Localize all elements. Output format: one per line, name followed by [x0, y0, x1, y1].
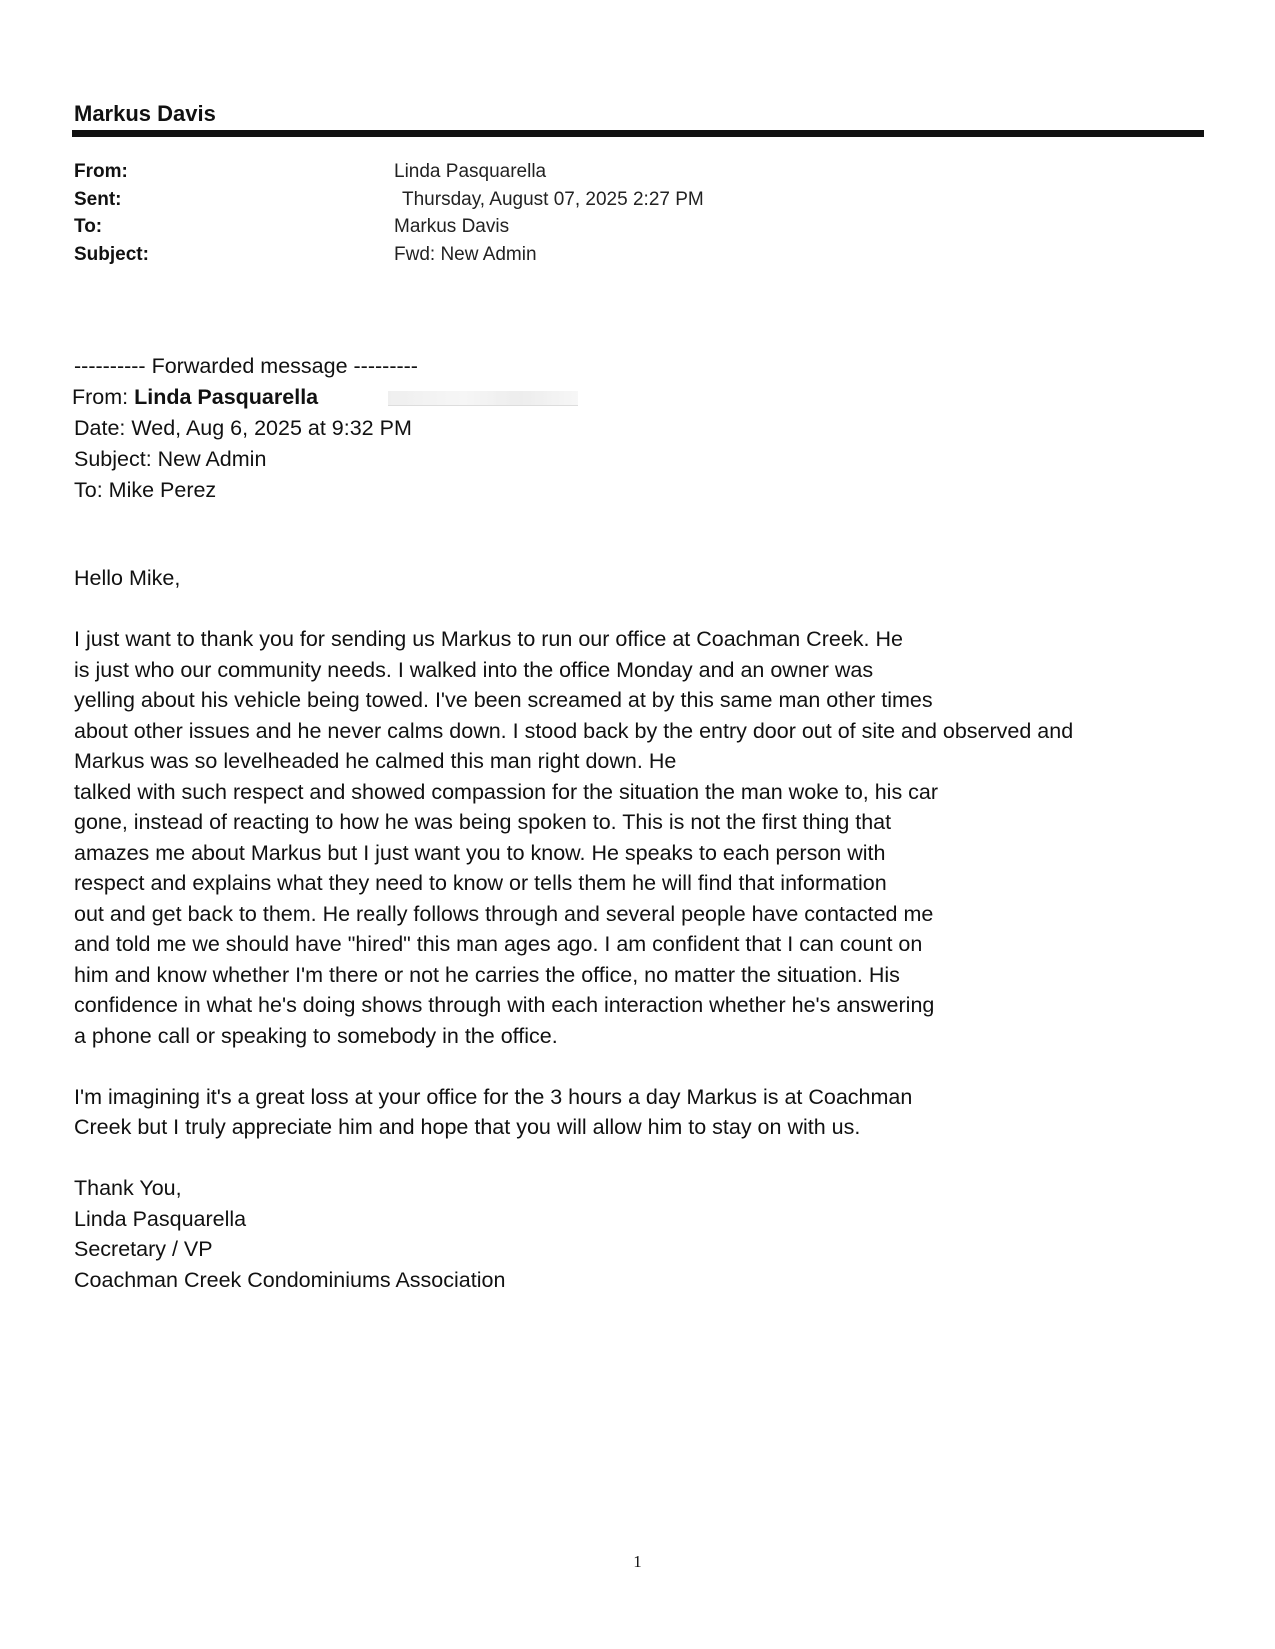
- body-line: amazes me about Markus but I just want you to know. He speaks to each person with: [74, 840, 886, 865]
- to-label: To:: [74, 216, 103, 237]
- forwarded-subject: Subject: New Admin: [74, 447, 267, 471]
- body-line: I just want to thank you for sending us Markus to run our office at Coachman Creek. He: [74, 627, 903, 651]
- body-line: confidence in what he's doing shows through with each interaction whether he's answering: [74, 993, 935, 1017]
- paragraph-2: [74, 1085, 1073, 1146]
- forwarded-to: To: Mike Perez: [74, 478, 217, 502]
- message-body: [74, 566, 1073, 1298]
- subject-label: Subject:: [74, 243, 149, 265]
- mailbox-owner-name: Markus Davis: [74, 101, 216, 126]
- paragraph-1: [74, 627, 1073, 1054]
- subject-value: Fwd: New Admin: [394, 243, 537, 265]
- body-line: talked with such respect and showed compassion for the situation the man woke to, his car: [74, 779, 939, 804]
- signature-organization: Coachman Creek Condominiums Association: [74, 1267, 506, 1292]
- signature-block: [74, 1176, 1073, 1298]
- body-line: yelling about his vehicle being towed. I've been screamed at by this same man other times: [74, 688, 933, 712]
- signature-name: Linda Pasquarella: [74, 1206, 247, 1231]
- sent-value: Thursday, August 07, 2025 2:27 PM: [402, 188, 704, 210]
- body-line: him and know whether I'm there or not he carries the office, no matter the situation. His: [74, 962, 900, 987]
- sent-label: Sent:: [74, 188, 122, 210]
- forwarded-date: Date: Wed, Aug 6, 2025 at 9:32 PM: [74, 416, 412, 440]
- greeting: Hello Mike,: [74, 566, 181, 590]
- body-line: about other issues and he never calms down. I stood back by the entry door out of site and observed and: [74, 718, 1074, 743]
- forwarded-from: [72, 385, 578, 416]
- forwarded-banner: ---------- Forwarded message ---------: [74, 354, 418, 378]
- body-line: Markus was so levelheaded he calmed this man right down. He: [74, 749, 677, 773]
- signature-title: Secretary / VP: [74, 1237, 213, 1261]
- to-value: Markus Davis: [394, 216, 510, 237]
- header-divider: [72, 130, 1204, 137]
- from-label: From:: [74, 161, 128, 182]
- redacted-email-address: [388, 391, 578, 406]
- page-number: 1: [633, 1552, 642, 1571]
- body-line: and told me we should have "hired" this man ages ago. I am confident that I can count on: [74, 932, 923, 956]
- body-line: I'm imagining it's a great loss at your office for the 3 hours a day Markus is at Coachman: [74, 1084, 913, 1109]
- from-value: Linda Pasquarella: [394, 161, 547, 182]
- signature-closing: Thank You,: [74, 1176, 182, 1200]
- forwarded-from-name: Linda Pasquarella: [134, 385, 319, 409]
- forwarded-from-prefix: From:: [72, 385, 135, 409]
- forwarded-header: [74, 354, 578, 509]
- body-line: gone, instead of reacting to how he was being spoken to. This is not the first thing that: [74, 810, 892, 834]
- body-line: is just who our community needs. I walked into the office Monday and an owner was: [74, 657, 874, 682]
- body-line: Creek but I truly appreciate him and hope that you will allow him to stay on with us.: [74, 1115, 861, 1139]
- body-line: out and get back to them. He really follows through and several people have contacted me: [74, 901, 934, 926]
- body-line: respect and explains what they need to know or tells them he will find that information: [74, 871, 887, 895]
- body-line: a phone call or speaking to somebody in the office.: [74, 1023, 558, 1048]
